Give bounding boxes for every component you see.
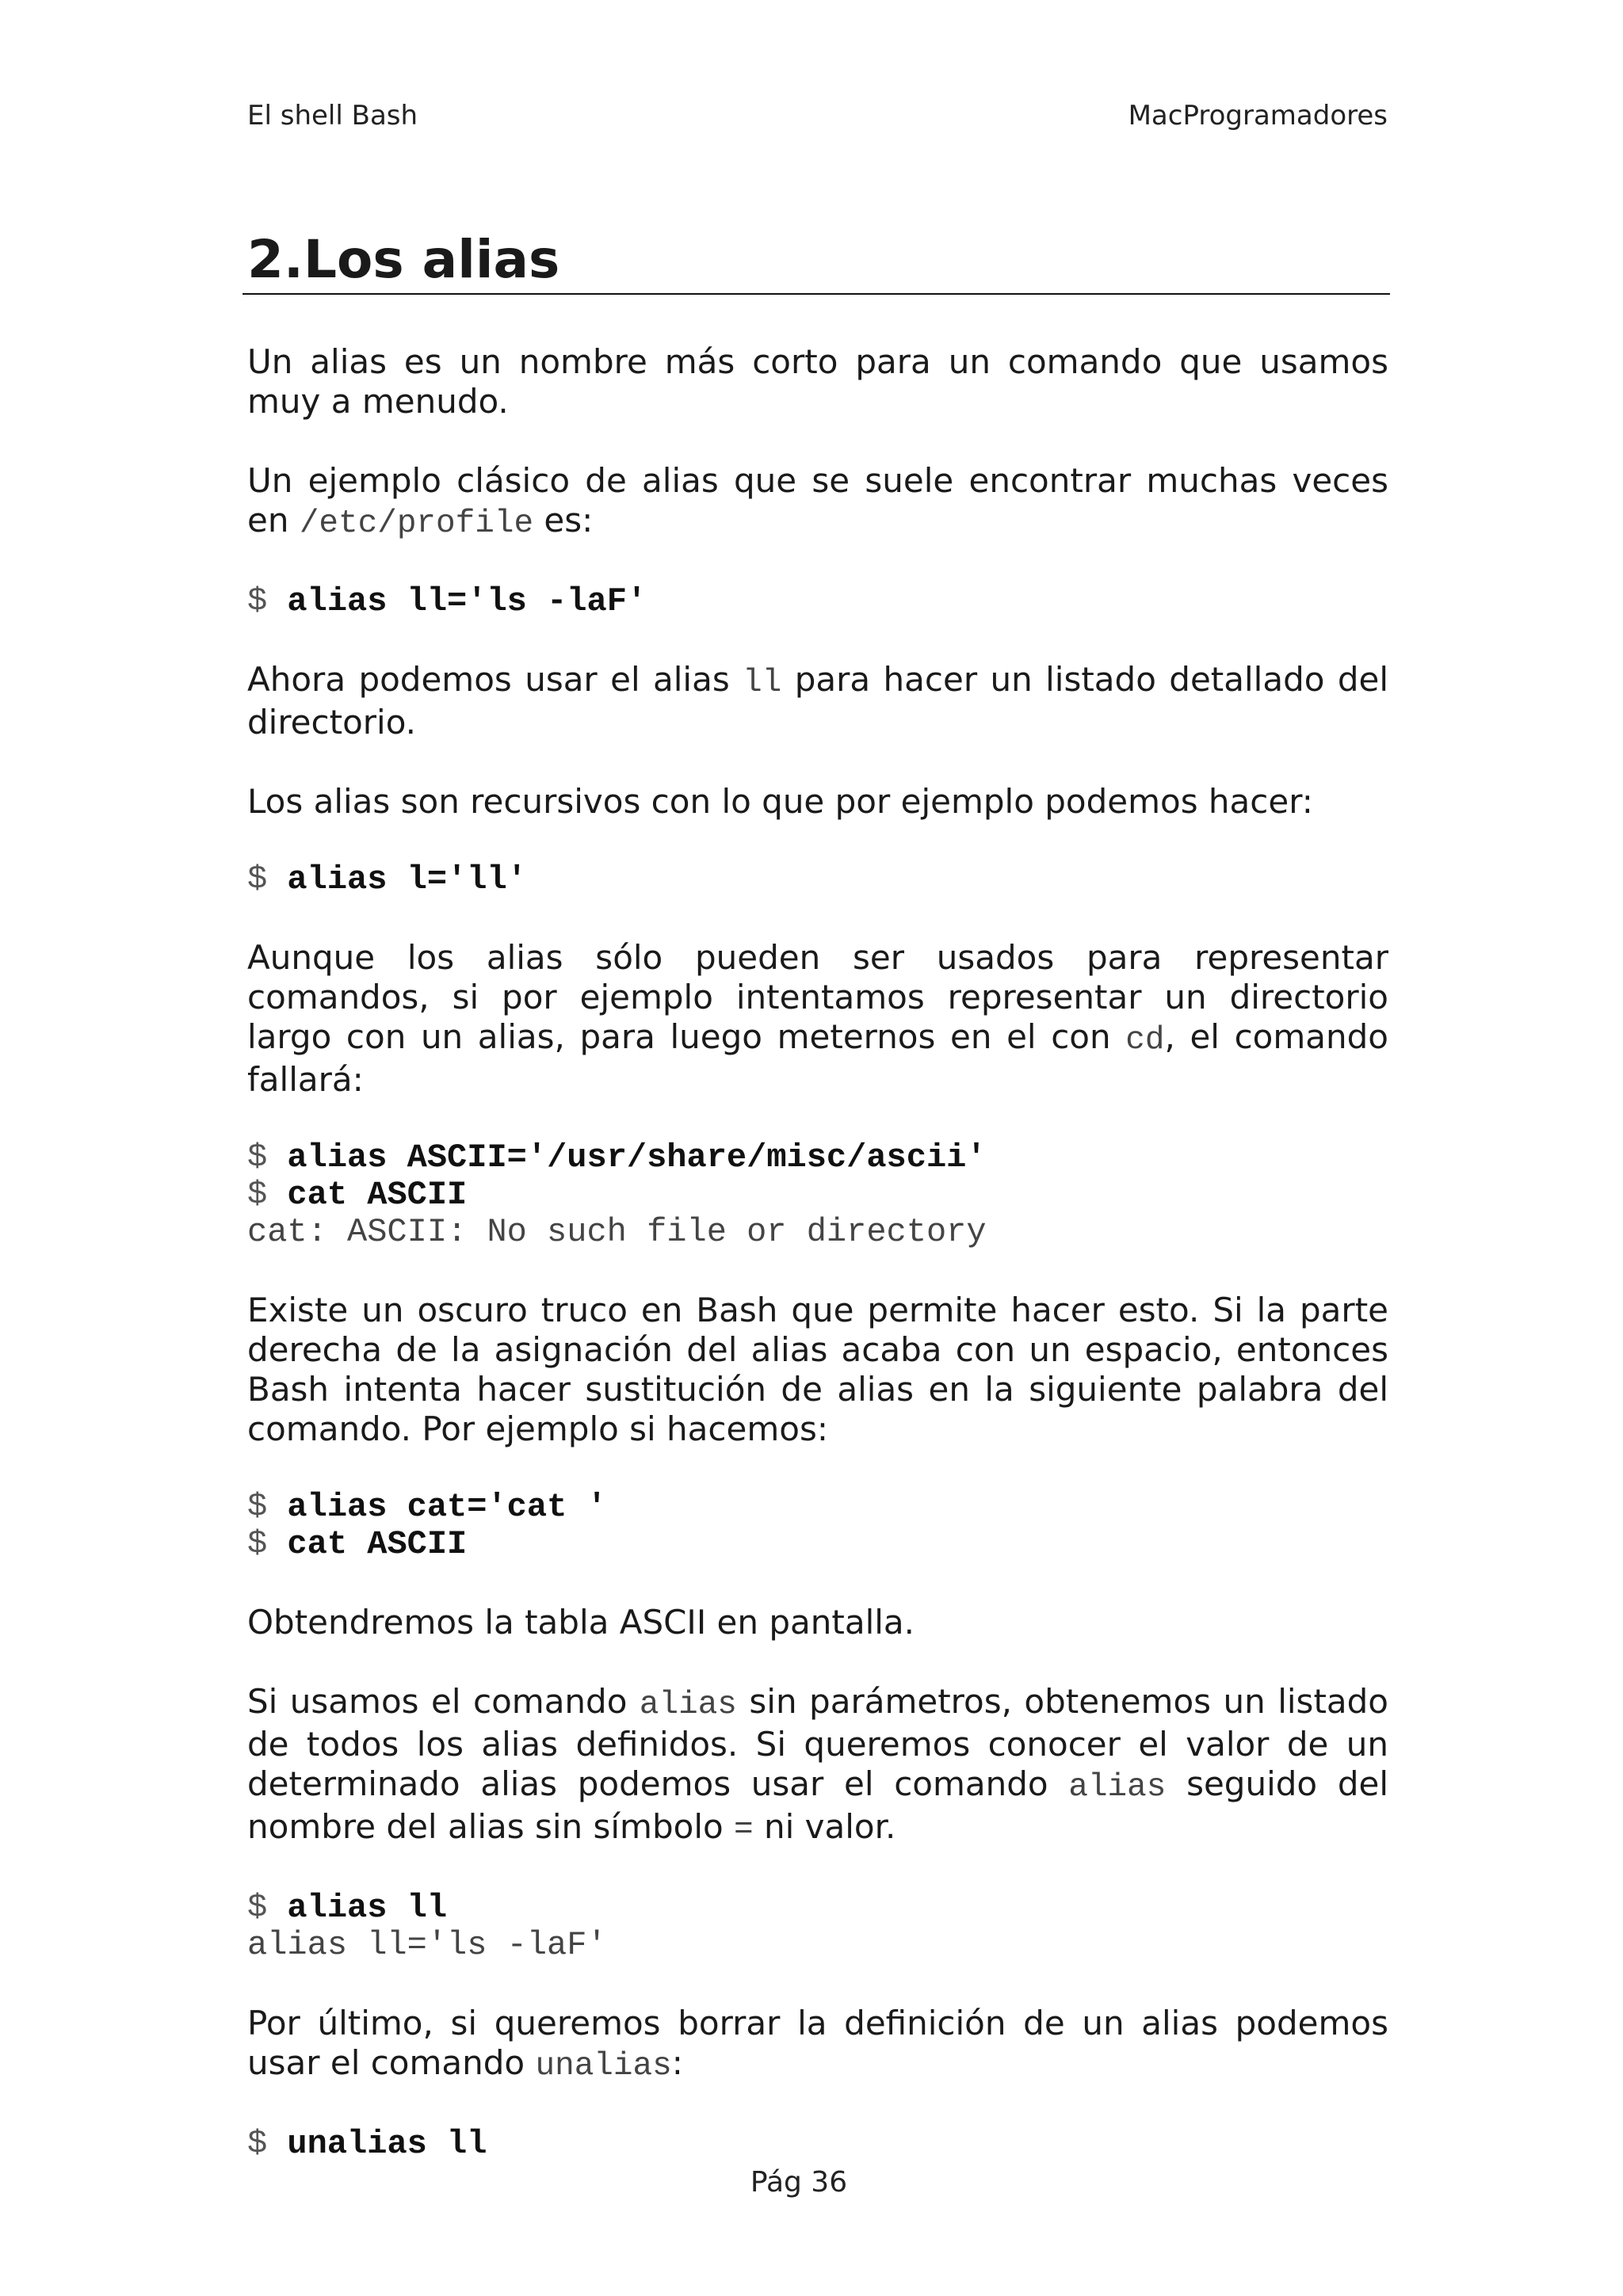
shell-prompt: $ — [247, 2125, 288, 2163]
inline-code-unalias: unalias — [535, 2048, 672, 2084]
shell-command: cat ASCII — [287, 1176, 468, 1214]
shell-command: alias ll='ls -laF' — [287, 582, 647, 620]
code-block-alias-query — [247, 1890, 1388, 1964]
running-header-title: El shell Bash — [247, 100, 418, 132]
code-block-alias-l — [247, 861, 1388, 898]
code-block-alias-ll — [247, 583, 1388, 620]
shell-command: unalias ll — [287, 2125, 487, 2163]
shell-command: alias ASCII='/usr/share/misc/ascii' — [287, 1138, 987, 1177]
paragraph-alias-listing: Si usamos el comando alias sin parámetros, obtenemos un listado de todos los alias definidos. Si queremos conocer el valor de un determinado alias podemos usar el comando alias seguido del nombre del alias sin símbolo = ni valor. — [247, 1682, 1388, 1848]
paragraph-directory-alias: Aunque los alias sólo pueden ser usados para representar comandos, si por ejemplo intentamos representar un directorio largo con un alias, para luego meternos en el con cd, el comando fallará: — [247, 938, 1388, 1099]
paragraph-ascii-result: Obtendremos la tabla ASCII en pantalla. — [247, 1603, 915, 1642]
paragraph-definition: Un alias es un nombre más corto para un comando que usamos muy a menudo. — [247, 342, 1388, 421]
shell-prompt: $ — [247, 582, 288, 620]
shell-prompt: $ — [247, 1525, 288, 1563]
shell-command: alias cat='cat ' — [287, 1488, 607, 1526]
code-block-ascii-fail — [247, 1139, 1388, 1251]
shell-command: cat ASCII — [287, 1525, 468, 1563]
shell-command: alias ll — [287, 1889, 448, 1927]
inline-code-alias: alias — [1068, 1769, 1167, 1806]
paragraph-recursive: Los alias son recursivos con lo que por ejemplo podemos hacer: — [247, 782, 1313, 821]
chapter-title: 2.Los alias — [247, 229, 560, 290]
inline-code-cd: cd — [1125, 1022, 1165, 1058]
inline-code-ll: ll — [743, 665, 782, 701]
paragraph-example-intro: Un ejemplo clásico de alias que se suele encontrar muchas veces en /etc/profile es: — [247, 461, 1388, 542]
paragraph-unalias: Por último, si queremos borrar la definición de un alias podemos usar el comando unalias: — [247, 2004, 1388, 2084]
paragraph-ll-usage: Ahora podemos usar el alias ll para hacer un listado detallado del directorio. — [247, 660, 1388, 742]
shell-prompt: $ — [247, 1138, 288, 1177]
shell-output: cat: ASCII: No such file or directory — [247, 1213, 987, 1251]
shell-prompt: $ — [247, 1488, 288, 1526]
page-number: Pág 36 — [750, 2166, 848, 2199]
shell-prompt: $ — [247, 860, 288, 898]
shell-prompt: $ — [247, 1176, 288, 1214]
inline-code-path: /etc/profile — [299, 505, 534, 542]
paragraph-trick: Existe un oscuro truco en Bash que permite hacer esto. Si la parte derecha de la asignación del alias acaba con un espacio, entonces Bash intenta hacer sustitución de alias en la siguiente palabra del comando. Por ejemplo si hacemos: — [247, 1291, 1388, 1448]
code-block-alias-cat — [247, 1489, 1388, 1563]
running-header-site: MacProgramadores — [1128, 100, 1388, 132]
inline-code-equals: = — [734, 1812, 754, 1848]
code-block-unalias — [247, 2126, 1388, 2163]
title-underline — [242, 293, 1390, 295]
shell-prompt: $ — [247, 1889, 288, 1927]
inline-code-alias: alias — [639, 1687, 737, 1723]
content-body — [247, 342, 1388, 2203]
shell-command: alias l='ll' — [287, 860, 527, 898]
shell-output: alias ll='ls -laF' — [247, 1926, 607, 1964]
